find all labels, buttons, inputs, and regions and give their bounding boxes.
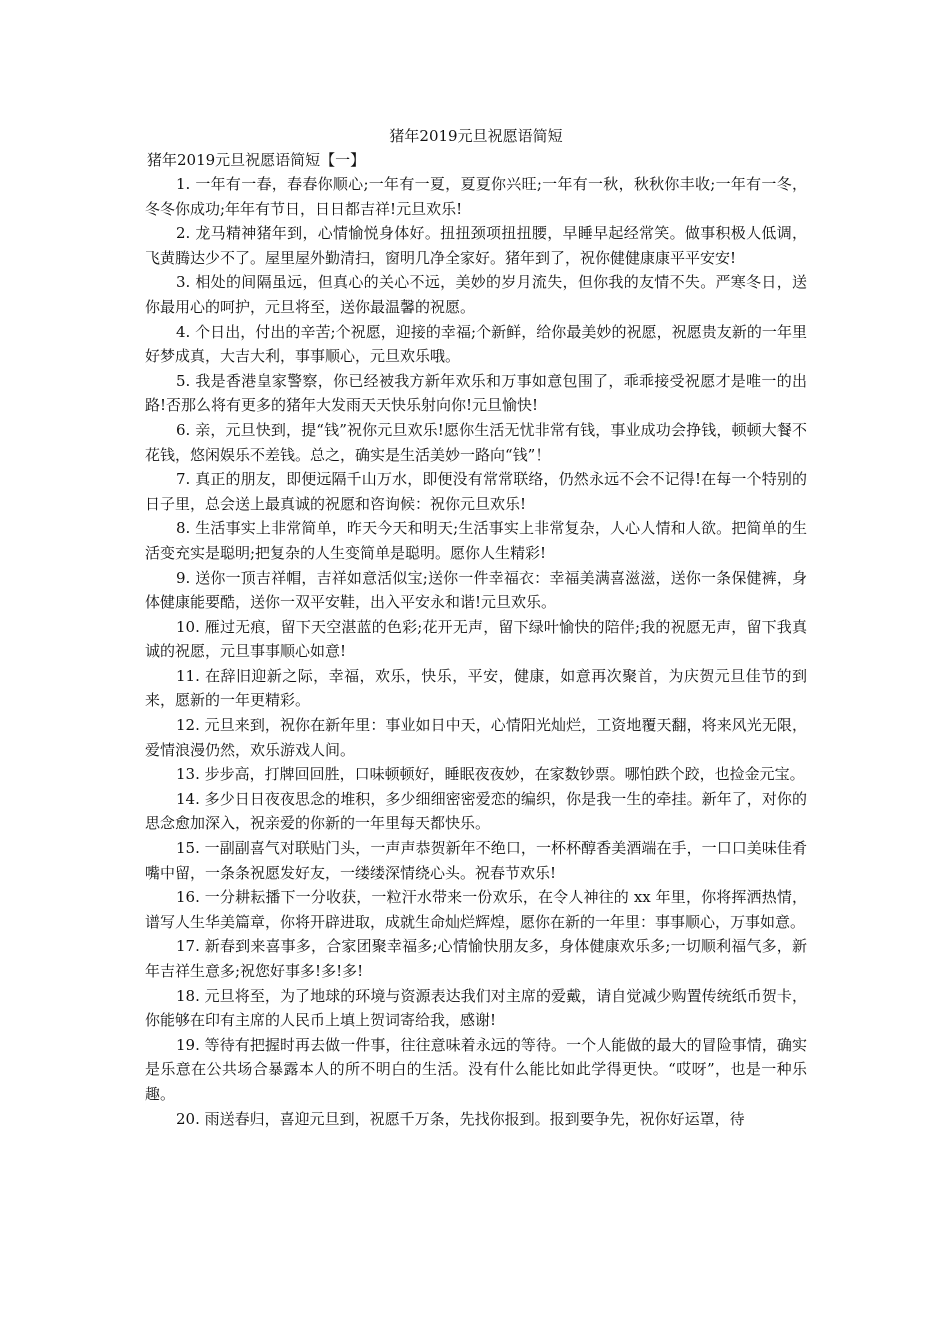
wish-item-3: 3. 相处的间隔虽远，但真心的关心不远，美妙的岁月流失，但你我的友情不失。严寒冬日，送你最用心的呵护，元旦将至，送你最温馨的祝愿。	[145, 273, 807, 316]
wish-item-4: 4. 个日出，付出的辛苦;个祝愿，迎接的幸福;个新鲜，给你最美妙的祝愿，祝愿贵友新的一年里好梦成真，大吉大利，事事顺心，元旦欢乐哦。	[145, 322, 807, 366]
wish-item-13: 13. 步步高，打牌回回胜，口味顿顿好，睡眠夜夜妙，在家数钞票。哪怕跌个跤，也捡金元宝。	[176, 765, 805, 784]
section-heading: 猪年2019元旦祝愿语简短【一】	[147, 151, 366, 169]
wish-item-2: 2. 龙马精神猪年到，心情愉悦身体好。扭扭颈项扭扭腰，早睡早起经常笑。做事积极人低调，飞黄腾达少不了。屋里屋外勤清扫，窗明几净全家好。猪年到了，祝你健健康康平平安安!	[145, 224, 807, 267]
wish-item-11: 11. 在辞旧迎新之际，幸福，欢乐，快乐，平安，健康，如意再次聚首，为庆贺元旦佳节的到来，愿新的一年更精彩。	[145, 666, 807, 710]
document-page	[145, 118, 807, 1131]
wish-item-15: 15. 一副副喜气对联贴门头，一声声恭贺新年不绝口，一杯杯醇香美酒端在手，一口口美味佳肴嘴中留，一条条祝愿发好友，一缕缕深情绕心头。祝春节欢乐!	[145, 839, 807, 882]
wish-item-17: 17. 新春到来喜事多，合家团聚幸福多;心情愉快朋友多，身体健康欢乐多;一切顺利福气多，新年吉祥生意多;祝您好事多!多!多!	[145, 937, 807, 980]
wish-item-10: 10. 雁过无痕，留下天空湛蓝的色彩;花开无声，留下绿叶愉快的陪伴;我的祝愿无声，留下我真诚的祝愿，元旦事事顺心如意!	[145, 617, 807, 661]
wish-item-1: 1. 一年有一春，春春你顺心;一年有一夏，夏夏你兴旺;一年有一秋，秋秋你丰收;一年有一冬，冬冬你成功;年年有节日，日日都吉祥!元旦欢乐!	[145, 175, 807, 218]
wish-item-20: 20. 雨送春归，喜迎元旦到，祝愿千万条，先找你报到。报到要争先，祝你好运罩，待	[176, 1109, 745, 1128]
wish-item-18: 18. 元旦将至，为了地球的环境与资源表达我们对主席的爱戴，请自觉减少购置传统纸币贺卡，你能够在印有主席的人民币上填上贺词寄给我，感谢!	[145, 986, 807, 1030]
wish-item-6: 6. 亲，元旦快到，提“钱”祝你元旦欢乐!愿你生活无忧非常有钱，事业成功会挣钱，顿顿大餐不花钱，悠闲娱乐不差钱。总之，确实是生活美妙一路向“钱”！	[145, 420, 807, 464]
wish-list	[145, 172, 807, 1131]
document-title: 猪年2019元旦祝愿语简短	[389, 127, 563, 145]
wish-item-8: 8. 生活事实上非常简单，昨天今天和明天;生活事实上非常复杂，人心人情和人欲。把简单的生活变充实是聪明;把复杂的人生变简单是聪明。愿你人生精彩!	[145, 519, 807, 562]
wish-item-19: 19. 等待有把握时再去做一件事，往往意味着永远的等待。一个人能做的最大的冒险事情，确实是乐意在公共场合暴露本人的所不明白的生活。没有什么能比如此学得更快。“哎呀”，也是一种乐趣。	[145, 1035, 807, 1103]
wish-item-5: 5. 我是香港皇家警察，你已经被我方新年欢乐和万事如意包围了，乖乖接受祝愿才是唯一的出路!否那么将有更多的猪年大发雨天天快乐射向你!元旦愉快!	[145, 371, 807, 415]
wish-item-16: 16. 一分耕耘播下一分收获，一粒汗水带来一份欢乐，在令人神往的 xx 年里，你将挥洒热情，谱写人生华美篇章，你将开辟进取，成就生命灿烂辉煌，愿你在新的一年里：事事顺心，万事如意。	[145, 888, 807, 931]
wish-item-7: 7. 真正的朋友，即便远隔千山万水，即便没有常常联络，仍然永远不会不记得!在每一个特别的日子里，总会送上最真诚的祝愿和咨询候：祝你元旦欢乐!	[145, 470, 807, 513]
wish-item-12: 12. 元旦来到，祝你在新年里：事业如日中天，心情阳光灿烂，工资地覆天翻，将来风光无限，爱情浪漫仍然，欢乐游戏人间。	[145, 716, 807, 759]
wish-item-14: 14. 多少日日夜夜思念的堆积，多少细细密密爱恋的编织，你是我一生的牵挂。新年了，对你的思念愈加深入，祝亲爱的你新的一年里每天都快乐。	[145, 789, 807, 833]
wish-item-9: 9. 送你一顶吉祥帽，吉祥如意活似宝;送你一件幸福衣：幸福美满喜滋滋，送你一条保健裤，身体健康能要酷，送你一双平安鞋，出入平安永和谐!元旦欢乐。	[145, 568, 807, 612]
